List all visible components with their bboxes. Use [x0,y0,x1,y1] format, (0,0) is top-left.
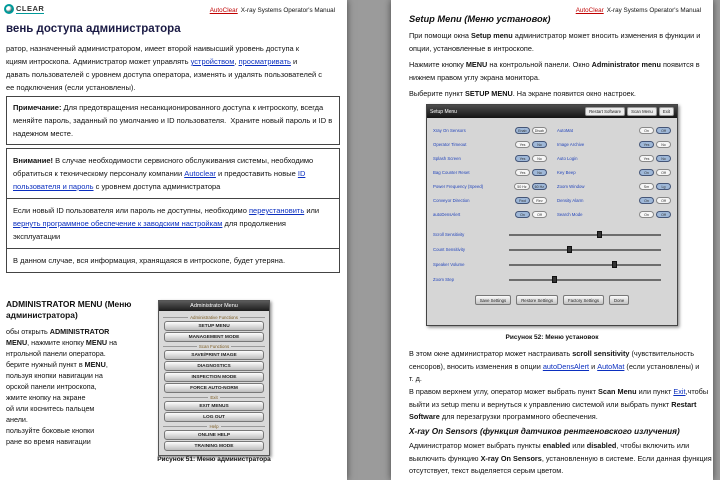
toggle-option: Yes [515,155,530,162]
figure-caption: Рисунок 52: Меню установок [505,334,599,341]
slider-label: Scroll Sensitivity [433,232,465,237]
setting-row [433,165,547,179]
text-run: MENU [84,360,106,369]
text-run: и [290,57,298,66]
xray-sensors-heading: X-ray On Sensors (функция датчиков рентгеновского излучения) [409,427,680,436]
text-run: MENU [6,338,28,347]
slider-label: Count Sensitivity [433,247,466,252]
setup-top-button: Scan Menu [627,107,657,116]
text-run: X-ray On Sensors [480,453,542,463]
text-run: В случае необходимости сервисного обслуживания системы, необходимо [53,156,314,165]
text-run: сенсоров), вносить изменения в опции [409,361,543,371]
text-run: MENU [85,338,108,347]
text-run: Выберите пункт [409,89,466,98]
toggle-option: Off [656,169,671,176]
text-line [6,55,344,68]
text-run: на контрольной панели. Окно [487,60,592,69]
text-run: обратиться к техническому персоналу компании [13,169,185,178]
setup-bottom-button: Restore Settings [516,295,558,305]
paragraph [409,348,701,386]
toggle-option: On [639,127,654,134]
text-run: или [570,441,587,450]
text-run: надежном месте. [13,129,74,138]
setting-row [433,193,547,207]
page-left [0,0,347,480]
menu-section-label: Administrative Functions [163,315,265,320]
text-line [13,217,333,230]
setup-column [557,123,671,221]
dialog-titlebar [427,105,677,118]
text-run: (чувствительность [629,349,695,358]
text-run: ране во время навигации [6,437,91,446]
warning-cell [7,248,339,272]
setting-row [433,137,547,151]
text-run: , [234,57,239,66]
text-run: ,чтобы [685,387,709,396]
text-run: жмите кнопку на экране [6,393,86,402]
text-run: . На экране появится окно настроек. [512,89,636,98]
setting-row [557,123,671,137]
slider-row [433,227,671,242]
toggle-option: Yes [639,155,654,162]
text-line [13,204,333,217]
setting-row [433,123,547,137]
text-run: SETUP MENU [465,89,513,98]
warning-cell [7,149,339,198]
text-run: enabled [542,441,571,450]
dialog-title: Setup Menu [430,108,457,115]
text-line [409,453,712,466]
toggle-option: No [532,169,547,176]
paragraph [409,59,701,84]
text-line [6,348,154,359]
text-line [6,370,154,381]
toggle-option: Off [532,211,547,218]
slider-row [433,272,671,287]
text-run: Software [409,412,440,421]
text-run: или [304,206,320,215]
setup-bottom-button: Save Settings [475,295,512,305]
slider-row [433,242,671,257]
text-line [409,361,701,374]
slider-thumb [552,276,557,283]
hyperlink[interactable]: устройством [190,57,235,66]
hyperlink[interactable]: ID [297,169,306,178]
hyperlink[interactable]: autoDensAlert [542,361,590,371]
setting-label: AutoMat [557,127,574,133]
section-title: вень доступа администратора [6,23,181,35]
toggle-option: No [532,141,547,148]
toggle-option: On [639,197,654,204]
toggle-option: Fwd [515,197,530,204]
text-run: администратор может вносить изменения в функции и [512,31,701,40]
admin-menu-button: INSPECTION MODE [164,372,264,382]
text-line [409,30,701,43]
toggle-option: On [639,169,654,176]
setting-row [433,151,547,165]
text-line [409,348,701,361]
admin-menu-button: FORCE AUTO-NORM [164,383,264,393]
hyperlink[interactable]: пользователя и пароль [13,182,94,191]
manual-title: X-ray Systems Operator's Manual [240,7,335,14]
dialog-body [159,311,269,455]
text-line [409,465,701,478]
text-line [6,310,156,321]
text-run: с уровнем доступа администратора [93,182,221,191]
text-line [409,440,701,453]
admin-menu-button: EXIT MENUS [164,401,264,411]
page-header [576,7,701,14]
dialog-bottom-buttons [433,295,671,305]
text-line [6,326,154,337]
paragraph [409,386,709,424]
toggle-option: 50 Hz [514,183,529,190]
setting-label: Image Archive [557,141,585,147]
setup-bottom-button: Factory Settings [563,295,604,305]
dialog-title: Administrator Menu [159,301,269,311]
toggle-option: Disab [532,127,547,134]
brand-link[interactable]: AutoClear [575,7,604,14]
text-line [13,180,333,193]
paragraph [409,88,701,101]
setting-row [433,179,547,193]
text-run: scroll sensitivity [572,349,630,358]
text-run: пользуйте боковые кнопки [6,426,95,435]
text-line [6,42,344,55]
paragraph [409,440,712,478]
text-line [6,381,154,392]
text-run: нижнем правом углу экрана монитора. [409,72,540,82]
text-line [6,403,154,414]
text-line [409,72,701,85]
setting-row [557,151,671,165]
hyperlink[interactable]: Autoclear [184,169,216,178]
text-run: При помощи окна [409,31,471,40]
text-line [409,399,701,412]
setting-row [557,179,671,193]
admin-menu-button: LOG OUT [164,412,264,422]
text-run: Если новый ID пользователя или пароль не доступны, необходимо [13,206,249,215]
toggle-option: Off [656,127,671,134]
text-line [409,59,701,72]
text-line [13,230,333,243]
text-line [6,299,156,310]
text-run: Нажмите кнопку [409,60,466,69]
admin-menu-button: DIAGNOSTICS [164,361,264,371]
text-line [6,337,154,348]
text-line [409,373,701,386]
setting-label: autoDensAlert [433,211,461,217]
intro-paragraph [6,42,344,94]
slider-row [433,257,671,272]
slider-thumb [567,246,572,253]
menu-section-label: Help [163,424,265,429]
text-line [409,411,701,424]
toggle-option: Yes [639,141,654,148]
text-run: MENU [465,60,488,69]
setting-row [557,207,671,221]
warning-box [6,148,340,273]
text-run: пользуя кнопки навигации на [6,371,103,380]
admin-menu-button: SETUP MENU [164,321,264,331]
slider-track [509,279,661,281]
toggle-option: Enab [515,127,530,134]
slider-thumb [612,261,617,268]
slider-label: Speaker Volume [433,262,465,267]
text-run: Restart [671,399,697,409]
setting-row [557,165,671,179]
text-run: (если установлены) и [624,361,700,371]
setting-label: Zoom Window [557,183,585,189]
dialog-top-buttons [583,107,674,116]
hyperlink[interactable]: переустановить [248,206,305,215]
text-run: выключить функцию [409,453,481,463]
menu-section-label: Scan Functions [163,344,265,349]
text-run: давать пользователей с уровнем доступа оператора, изменять и удалять пользователей с [6,70,323,79]
text-run: администратора) [6,310,78,320]
setup-top-button: Exit [659,107,674,116]
text-run: , [105,360,108,369]
text-run: В этом окне администратор может настраивать [409,349,573,358]
text-run: и предоставить новые [215,169,298,178]
setting-label: Search Mode [557,211,583,217]
text-line [13,254,333,267]
text-run: опции, установленные в интроскопе. [409,43,534,53]
text-run: , нажмите кнопку [27,338,86,347]
toggle-option: Yes [515,141,530,148]
figure-caption: Рисунок 51: Меню администратора [157,456,271,463]
toggle-option: No [656,155,671,162]
setup-top-button: Restart Software [585,107,625,116]
admin-menu-button: SAVE/PRINT IMAGE [164,350,264,360]
text-line [13,101,333,114]
page-header [210,7,335,14]
setting-label: Density Alarm [557,197,584,203]
text-run: нтрольной панели оператора. [6,349,106,358]
sliders-section [433,227,671,287]
slider-track [509,264,661,266]
warning-cell [7,198,339,248]
text-line [6,359,154,370]
text-run: кциям интроскопа. Администратор может управлять [6,57,191,66]
slider-thumb [597,231,602,238]
setting-label: Splash Screen [433,155,461,161]
text-run: для продолжения [222,219,286,228]
hyperlink[interactable]: вернуть программное обеспечение к заводским настройкам [13,219,223,228]
toggle-option: Off [656,211,671,218]
text-run: меняйте пароль, заданный по умолчанию и ID пользователя. Храните новый пароль и ID в [13,116,333,125]
text-run: отсутствует, текст выделяется серым цветом. [409,466,564,475]
toggle-option: On [515,211,530,218]
text-run: Setup menu [470,31,513,40]
toggle-option: Yes [515,169,530,176]
text-run: на [107,338,118,347]
text-run: и [589,361,598,371]
text-run: эксплуатации [13,232,61,241]
setting-label: Xray On Sensors [433,127,466,133]
text-run: ратор, назначенный администратором, имеет второй наивысший уровень доступа к [6,44,300,53]
text-run: , установленную в системе. Если данная функция [541,453,712,463]
toggle-option: No [532,155,547,162]
text-run: ADMINISTRATOR MENU (Меню [6,299,132,309]
logo-text: CLEAR [16,4,45,13]
toggle-option: On [639,211,654,218]
text-run: анели. [6,415,28,424]
figure-admin-menu [158,300,270,456]
text-run: В правом верхнем углу, оператор может выбрать пункт [409,387,599,396]
setting-label: Auto Login [557,155,578,161]
page-right [391,0,713,480]
text-line [6,425,154,436]
text-line [6,68,344,81]
text-line [13,167,333,180]
text-line [13,127,333,140]
slider-track [509,249,661,251]
figure-setup-menu [426,104,678,326]
text-run: или пункт [636,387,674,396]
text-run: disabled [586,441,617,450]
dialog-body [427,118,677,305]
setting-row [557,193,671,207]
text-line [6,436,154,447]
toggle-option: Sm [639,183,654,190]
setting-label: Power Frequency (Speed) [433,183,484,189]
setup-menu-heading: Setup Menu (Меню установок) [409,14,551,24]
text-line [409,88,701,101]
text-run: появится в [660,60,700,69]
settings-grid [433,123,671,221]
text-run: Примечание: [13,103,62,112]
text-run: В данном случае, вся информация, хранящаяся в интроскопе, будет утеряна. [13,256,286,265]
note-box [6,96,340,145]
text-run: т. д. [409,374,422,383]
text-run: Administrator menu [591,60,661,69]
hyperlink[interactable]: AutoMat [597,361,625,371]
setting-label: Bag Counter Reset [433,169,470,175]
text-line [13,154,333,167]
toggle-option: Off [656,197,671,204]
brand-link[interactable]: AutoClear [209,7,238,14]
setting-label: Conveyor Direction [433,197,470,203]
text-line [13,114,333,127]
text-run: выйти из setup menu и вернуться к управлению системой или выбрать пункт [409,399,672,409]
admin-paragraph [6,326,154,447]
slider-track [509,234,661,236]
logo-icon [4,4,14,14]
text-run: Администратор может выбрать пункты [409,441,543,450]
text-run: ADMINISTRATOR [49,327,110,336]
text-run: Для предотвращения несанкционированного доступа к интроскопу, всегда [61,103,324,112]
admin-menu-button: MANAGEMENT MODE [164,332,264,342]
text-run: для перезагрузки программного обеспечения. [439,412,598,421]
admin-menu-button: ONLINE HELP [164,430,264,440]
toggle-option: 60 Hz [532,183,547,190]
setting-label: Operator Timeout [433,141,467,147]
manual-title: X-ray Systems Operator's Manual [606,7,701,14]
text-line [6,414,154,425]
autoclear-logo [4,4,44,14]
text-run: Внимание! [13,156,53,165]
toggle-option: Rev [532,197,547,204]
text-line [6,81,344,94]
slider-label: Zoom Step [433,277,455,282]
text-run: обы открыть [6,327,50,336]
setting-row [433,207,547,221]
setup-column [433,123,547,221]
text-line [6,392,154,403]
text-line [409,43,701,56]
hyperlink[interactable]: Exit [673,387,686,396]
text-run: Scan Menu [598,387,637,396]
text-line [409,386,709,399]
text-run: ее подключения (если установлены). [6,83,136,92]
text-run: ой или коснитесь пальцем [6,404,95,413]
setting-label: Key Beep [557,169,576,175]
admin-menu-heading [6,299,156,321]
hyperlink[interactable]: просматривать [238,57,291,66]
text-run: берите нужный пункт в [6,360,85,369]
toggle-option: No [656,141,671,148]
setting-row [557,137,671,151]
text-run: , чтобы включить или [616,441,690,450]
menu-section-label: Exit [163,395,265,400]
toggle-option: Lg [656,183,671,190]
setup-bottom-button: Done [609,295,629,305]
admin-menu-button: TRAINING MODE [164,441,264,451]
paragraph [409,30,701,55]
text-run: орской панели интроскопа, [6,382,97,391]
